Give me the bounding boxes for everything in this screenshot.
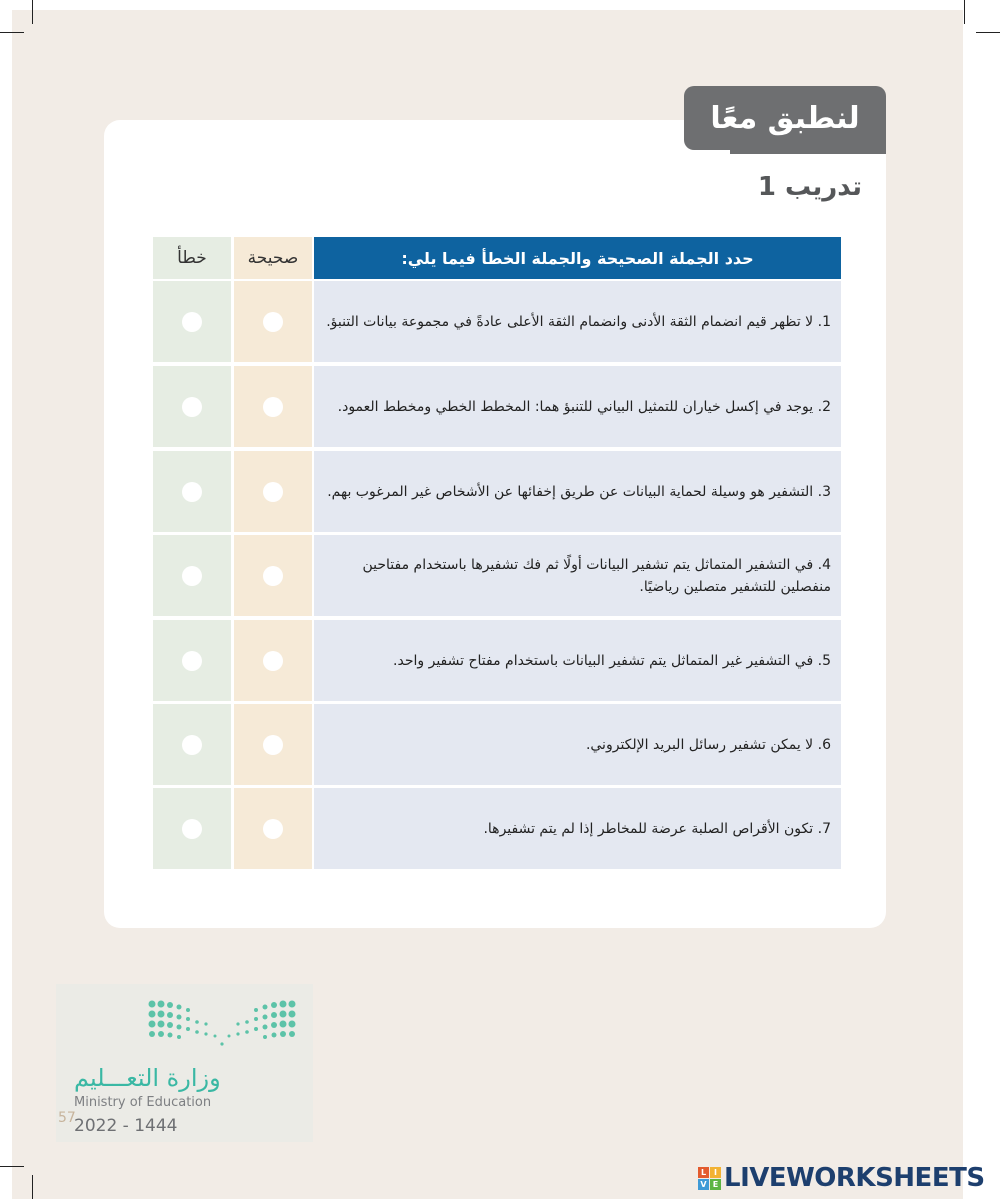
ministry-dots-icon — [148, 998, 298, 1058]
false-radio[interactable] — [182, 735, 202, 755]
section-banner: لنطبق معًا — [684, 86, 886, 150]
header-true: صحيحة — [234, 237, 312, 279]
header-question: حدد الجملة الصحيحة والجملة الخطأ فيما يلي: — [314, 237, 841, 279]
crop-mark — [964, 0, 965, 24]
question-text: 3. التشفير هو وسيلة لحماية البيانات عن طريق إخفائها عن الأشخاص غير المرغوب بهم. — [314, 451, 841, 532]
edition-year: 2022 - 1444 — [74, 1116, 178, 1136]
table-row — [153, 366, 841, 447]
liveworksheets-brand — [698, 1163, 985, 1193]
false-cell — [153, 281, 231, 362]
true-cell — [234, 366, 312, 447]
true-radio[interactable] — [263, 566, 283, 586]
table-row — [153, 535, 841, 616]
lw-icon-letter: I — [710, 1167, 721, 1178]
question-text: 2. يوجد في إكسل خياران للتمثيل البياني للتنبؤ هما: المخطط الخطي ومخطط العمود. — [314, 366, 841, 447]
crop-mark — [976, 32, 1000, 33]
liveworksheets-icon — [698, 1167, 721, 1190]
exercise-title: تدريب 1 — [757, 172, 862, 202]
page-number: 57 — [58, 1110, 76, 1126]
true-cell — [234, 535, 312, 616]
table-row — [153, 451, 841, 532]
question-text: 5. في التشفير غير المتماثل يتم تشفير البيانات باستخدام مفتاح تشفير واحد. — [314, 620, 841, 701]
true-radio[interactable] — [263, 397, 283, 417]
false-cell — [153, 704, 231, 785]
false-cell — [153, 535, 231, 616]
question-text: 4. في التشفير المتماثل يتم تشفير البيانات أولًا ثم فك تشفيرها باستخدام مفتاحين منفصلين للتشفير متصلين رياضيًا. — [314, 535, 841, 616]
lw-icon-letter: E — [710, 1179, 721, 1190]
question-text: 1. لا تظهر قيم انضمام الثقة الأدنى وانضمام الثقة الأعلى عادةً في مجموعة بيانات التنبؤ. — [314, 281, 841, 362]
question-text: 6. لا يمكن تشفير رسائل البريد الإلكتروني. — [314, 704, 841, 785]
false-cell — [153, 620, 231, 701]
true-radio[interactable] — [263, 735, 283, 755]
lw-icon-letter: L — [698, 1167, 709, 1178]
true-cell — [234, 281, 312, 362]
crop-mark — [32, 0, 33, 24]
table-row — [153, 788, 841, 869]
liveworksheets-text: LIVEWORKSHEETS — [724, 1163, 985, 1193]
table-row — [153, 281, 841, 362]
false-radio[interactable] — [182, 482, 202, 502]
true-radio[interactable] — [263, 312, 283, 332]
crop-mark — [0, 1166, 24, 1167]
crop-mark — [0, 32, 24, 33]
false-radio[interactable] — [182, 312, 202, 332]
ministry-logo — [56, 984, 313, 1142]
false-radio[interactable] — [182, 651, 202, 671]
question-text: 7. تكون الأقراص الصلبة عرضة للمخاطر إذا لم يتم تشفيرها. — [314, 788, 841, 869]
true-cell — [234, 451, 312, 532]
lw-icon-letter: V — [698, 1179, 709, 1190]
crop-mark — [32, 1175, 33, 1199]
header-false: خطأ — [153, 237, 231, 279]
false-cell — [153, 451, 231, 532]
true-radio[interactable] — [263, 819, 283, 839]
true-radio[interactable] — [263, 482, 283, 502]
false-cell — [153, 788, 231, 869]
true-cell — [234, 704, 312, 785]
true-radio[interactable] — [263, 651, 283, 671]
ministry-english-name: Ministry of Education — [74, 1095, 212, 1110]
table-row — [153, 620, 841, 701]
table-row — [153, 704, 841, 785]
false-radio[interactable] — [182, 566, 202, 586]
ministry-arabic-name: وزارة التعـــليم — [74, 1064, 221, 1092]
false-radio[interactable] — [182, 397, 202, 417]
false-cell — [153, 366, 231, 447]
true-cell — [234, 620, 312, 701]
true-cell — [234, 788, 312, 869]
false-radio[interactable] — [182, 819, 202, 839]
